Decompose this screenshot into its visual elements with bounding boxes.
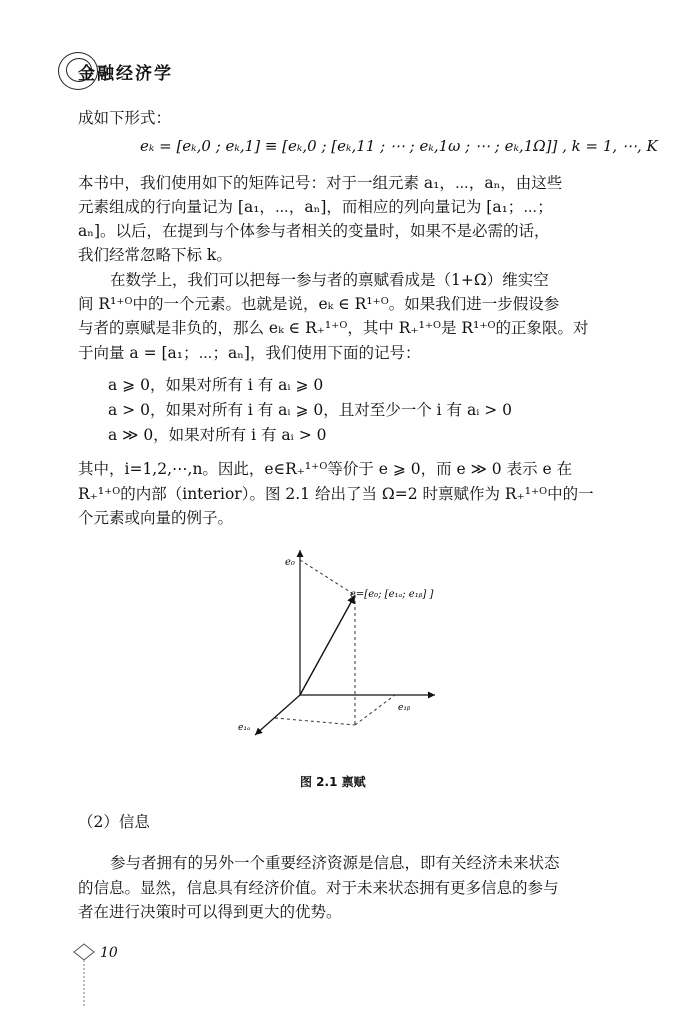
text-line: 成如下形式： (78, 109, 172, 127)
text-line: 元素组成的行向量记为 [a₁，⋯，aₙ]，而相应的列向量记为 [a₁；⋯； (78, 198, 553, 216)
dashed-guide (300, 560, 355, 595)
text-line: R₊¹⁺ᴼ的内部（interior）。图 2.1 给出了当 Ω=2 时禀赋作为 R₊¹⁺ᴼ中的一 (78, 485, 594, 503)
text-line: 我们经常忽略下标 k。 (78, 246, 232, 264)
text-line: 者在进行决策时可以得到更大的优势。 (78, 903, 342, 921)
text-line: aₙ]。以后，在提到与个体参与者相关的变量时，如果不是必需的话， (78, 222, 550, 240)
dashed-guide (355, 695, 395, 725)
label-e0: e₀ (285, 557, 295, 568)
list-item: a ≫ 0，如果对所有 i 有 aᵢ > 0 (108, 426, 327, 444)
axis-e1a (255, 695, 300, 735)
page-corner-ornament-icon (70, 940, 98, 1010)
page-number: 10 (100, 945, 118, 961)
label-e1a: e₁ₐ (238, 723, 251, 733)
endowment-vector (300, 595, 355, 695)
text-line: 本书中，我们使用如下的矩阵记号：对于一组元素 a₁，⋯，aₙ，由这些 (78, 174, 563, 192)
text-line: 的信息。显然，信息具有经济价值。对于未来状态拥有更多信息的参与 (78, 879, 559, 897)
dashed-guide (275, 718, 355, 725)
text-line: 参与者拥有的另外一个重要经济资源是信息，即有关经济未来状态 (110, 854, 560, 872)
text-line: 在数学上，我们可以把每一参与者的禀赋看成是（1+Ω）维实空 (110, 271, 549, 289)
text-line: 于向量 a = [a₁；⋯；aₙ]，我们使用下面的记号： (78, 344, 421, 362)
text-line: 其中，i=1,2,⋯,n。因此，e∈R₊¹⁺ᴼ等价于 e ⩾ 0，而 e ≫ 0 表示 e 在 (78, 460, 573, 478)
text-line: 与者的禀赋是非负的，那么 eₖ ∈ R₊¹⁺ᴼ，其中 R₊¹⁺ᴼ是 R¹⁺ᴼ的正象限。对 (78, 319, 589, 337)
book-title: 金融经济学 (78, 64, 173, 84)
list-item: a > 0，如果对所有 i 有 aᵢ ⩾ 0，且对至少一个 i 有 aᵢ > 0 (108, 401, 513, 419)
text-line: 间 R¹⁺ᴼ中的一个元素。也就是说，eₖ ∈ R¹⁺ᴼ。如果我们进一步假设参 (78, 295, 560, 313)
text-line: 个元素或向量的例子。 (78, 509, 234, 527)
label-e1b: e₁ᵦ (398, 703, 411, 713)
label-e: e=[e₀; [e₁ₐ; e₁ᵦ] ] (350, 589, 434, 600)
formula: eₖ = [eₖ,0 ; eₖ,1] ≡ [eₖ,0 ; [eₖ,11 ; ⋯ ; eₖ,1ω ; ⋯ ; eₖ,1Ω]] , k = 1, ⋯, K (140, 137, 658, 155)
endowment-figure (230, 540, 450, 770)
figure-caption: 图 2.1 禀赋 (300, 775, 366, 789)
section-heading: （2）信息 (78, 813, 150, 831)
list-item: a ⩾ 0，如果对所有 i 有 aᵢ ⩾ 0 (108, 376, 324, 394)
